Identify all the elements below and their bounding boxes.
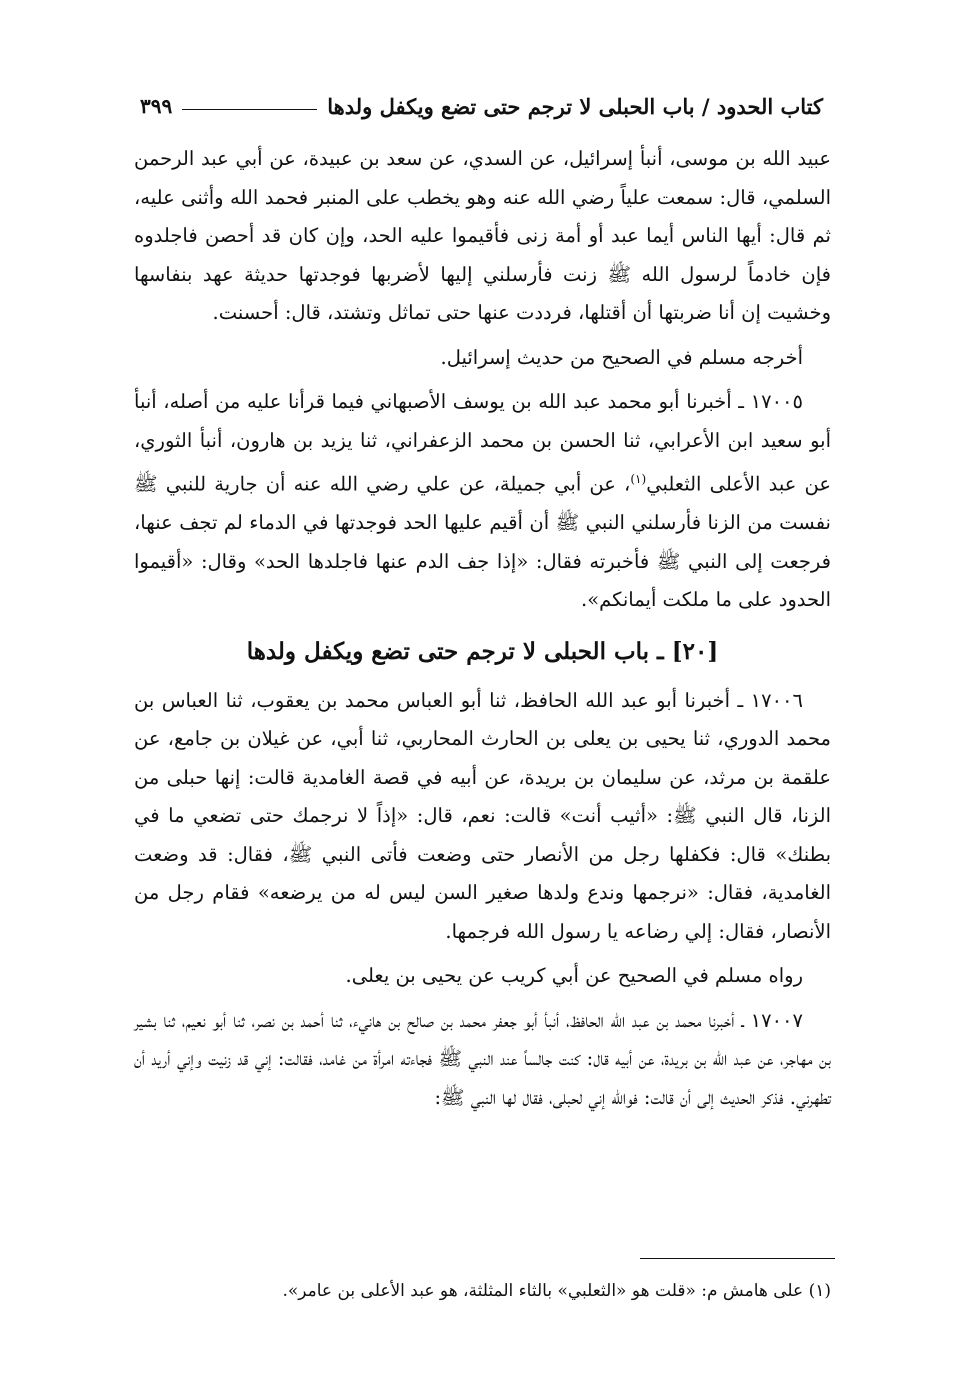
paragraph-hadith-17006: ١٧٠٠٦ ـ أخبرنا أبو عبد الله الحافظ، ثنا أبو العباس محمد بن يعقوب، ثنا العباس بن محمد الدوري، ثنا يحيى بن يعلى بن الحارث المحاربي، ثنا أبي، عن غيلان بن جامع، عن علقمة بن مرثد، عن سليمان بن بريدة، عن أبيه في قصة الغامدية قالت: إنها حبلى من الزنا، قال النبي ﷺ: «أثيب أنت» قالت: نعم، قال: «إذاً لا نرجمك حتى تضعي ما في بطنك» قال: فكفلها رجل من الأنصار حتى وضعت فأتى النبي ﷺ، فقال: قد وضعت الغامدية، فقال: «نرجمها وندع ولدها صغير السن ليس له من يرضعه» فقام رجل من الأنصار، فقال: إلي رضاعه يا رسول الله فرجمها.: [134, 688, 831, 943]
section-heading: [٢٠] ـ باب الحبلى لا ترجم حتى تضع ويكفل ولدها: [246, 637, 719, 665]
header-title: كتاب الحدود / باب الحبلى لا ترجم حتى تضع ويكفل ولدها: [327, 93, 823, 119]
footnote-1: (١) على هامش م: «قلت هو «الثعلبي» بالثاء المثلثة، هو عبد الأعلى بن عامر».: [282, 1281, 831, 1301]
footnote-separator: [640, 1258, 835, 1259]
paragraph-hadith-17007: ١٧٠٠٧ ـ أخبرنا محمد بن عبد الله الحافظ، أنبأ أبو جعفر محمد بن صالح بن هانيء، ثنا أحمد بن نصر، ثنا أبو نعيم، ثنا بشير بن مهاجر، عن عبد الله بن بريدة، عن أبيه قال: كنت جالساً عند النبي ﷺ فجاءته امرأة من غامد، فقالت: إني قد زنيت وإني أريد أن تطهرني. فذكر الحديث إلى أن قالت: فوالله إني لحبلى، فقال لها النبي ﷺ:: [134, 1008, 831, 1109]
paragraph-continued-hadith: عبيد الله بن موسى، أنبأ إسرائيل، عن السدي، عن سعد بن عبيدة، عن أبي عبد الرحمن السلمي، قال: سمعت علياً رضي الله عنه وهو يخطب على المنبر فحمد الله وأثنى عليه، ثم قال: أيها الناس أيما عبد أو أمة زنى فأقيموا عليه الحد، وإن كان قد أحصن فاجلدوه فإن خادماً لرسول الله ﷺ زنت فأرسلني إليها لأضربها فوجدتها حديثة عهد بنفاسها وخشيت إن أنا ضربتها أن أقتلها، فرددت عنها حتى تماثل وتشتد، قال: أحسنت.: [134, 147, 831, 324]
page-number: ٣٩٩: [140, 94, 173, 118]
page-body: [134, 140, 831, 1117]
running-header: [140, 88, 823, 124]
hadith-17005-text-start: ١٧٠٠٥ ـ أخبرنا أبو محمد عبد الله بن يوسف الأصبهاني فيما قرأنا عليه من أصله، أنبأ أبو سعيد ابن الأعرابي، ثنا الحسن بن محمد الزعفراني، ثنا يزيد بن هارون، أنبأ الثوري، عن عبد الأعلى الثعلبي: [134, 390, 831, 496]
header-rule: [182, 109, 317, 110]
footnote-reference-1: (١): [630, 472, 647, 486]
hadith-17005-text-end: ، عن أبي جميلة، عن علي رضي الله عنه أن جارية للنبي ﷺ نفست من الزنا فأرسلني النبي ﷺ أن أقيم عليها الحد فوجدتها في الدماء لم تجف عنها، فرجعت إلى النبي ﷺ فأخبرته فقال: «إذا جف الدم عنها فاجلدها الحد» وقال: «أقيموا الحدود على ما ملكت أيمانكم».: [134, 472, 831, 611]
paragraph-takhrij-muslim-israil: أخرجه مسلم في الصحيح من حديث إسرائيل.: [440, 345, 803, 369]
paragraph-takhrij-muslim-abu-kurayb: رواه مسلم في الصحيح عن أبي كريب عن يحيى بن يعلى.: [345, 964, 803, 987]
paragraph-hadith-17005: [134, 383, 831, 620]
